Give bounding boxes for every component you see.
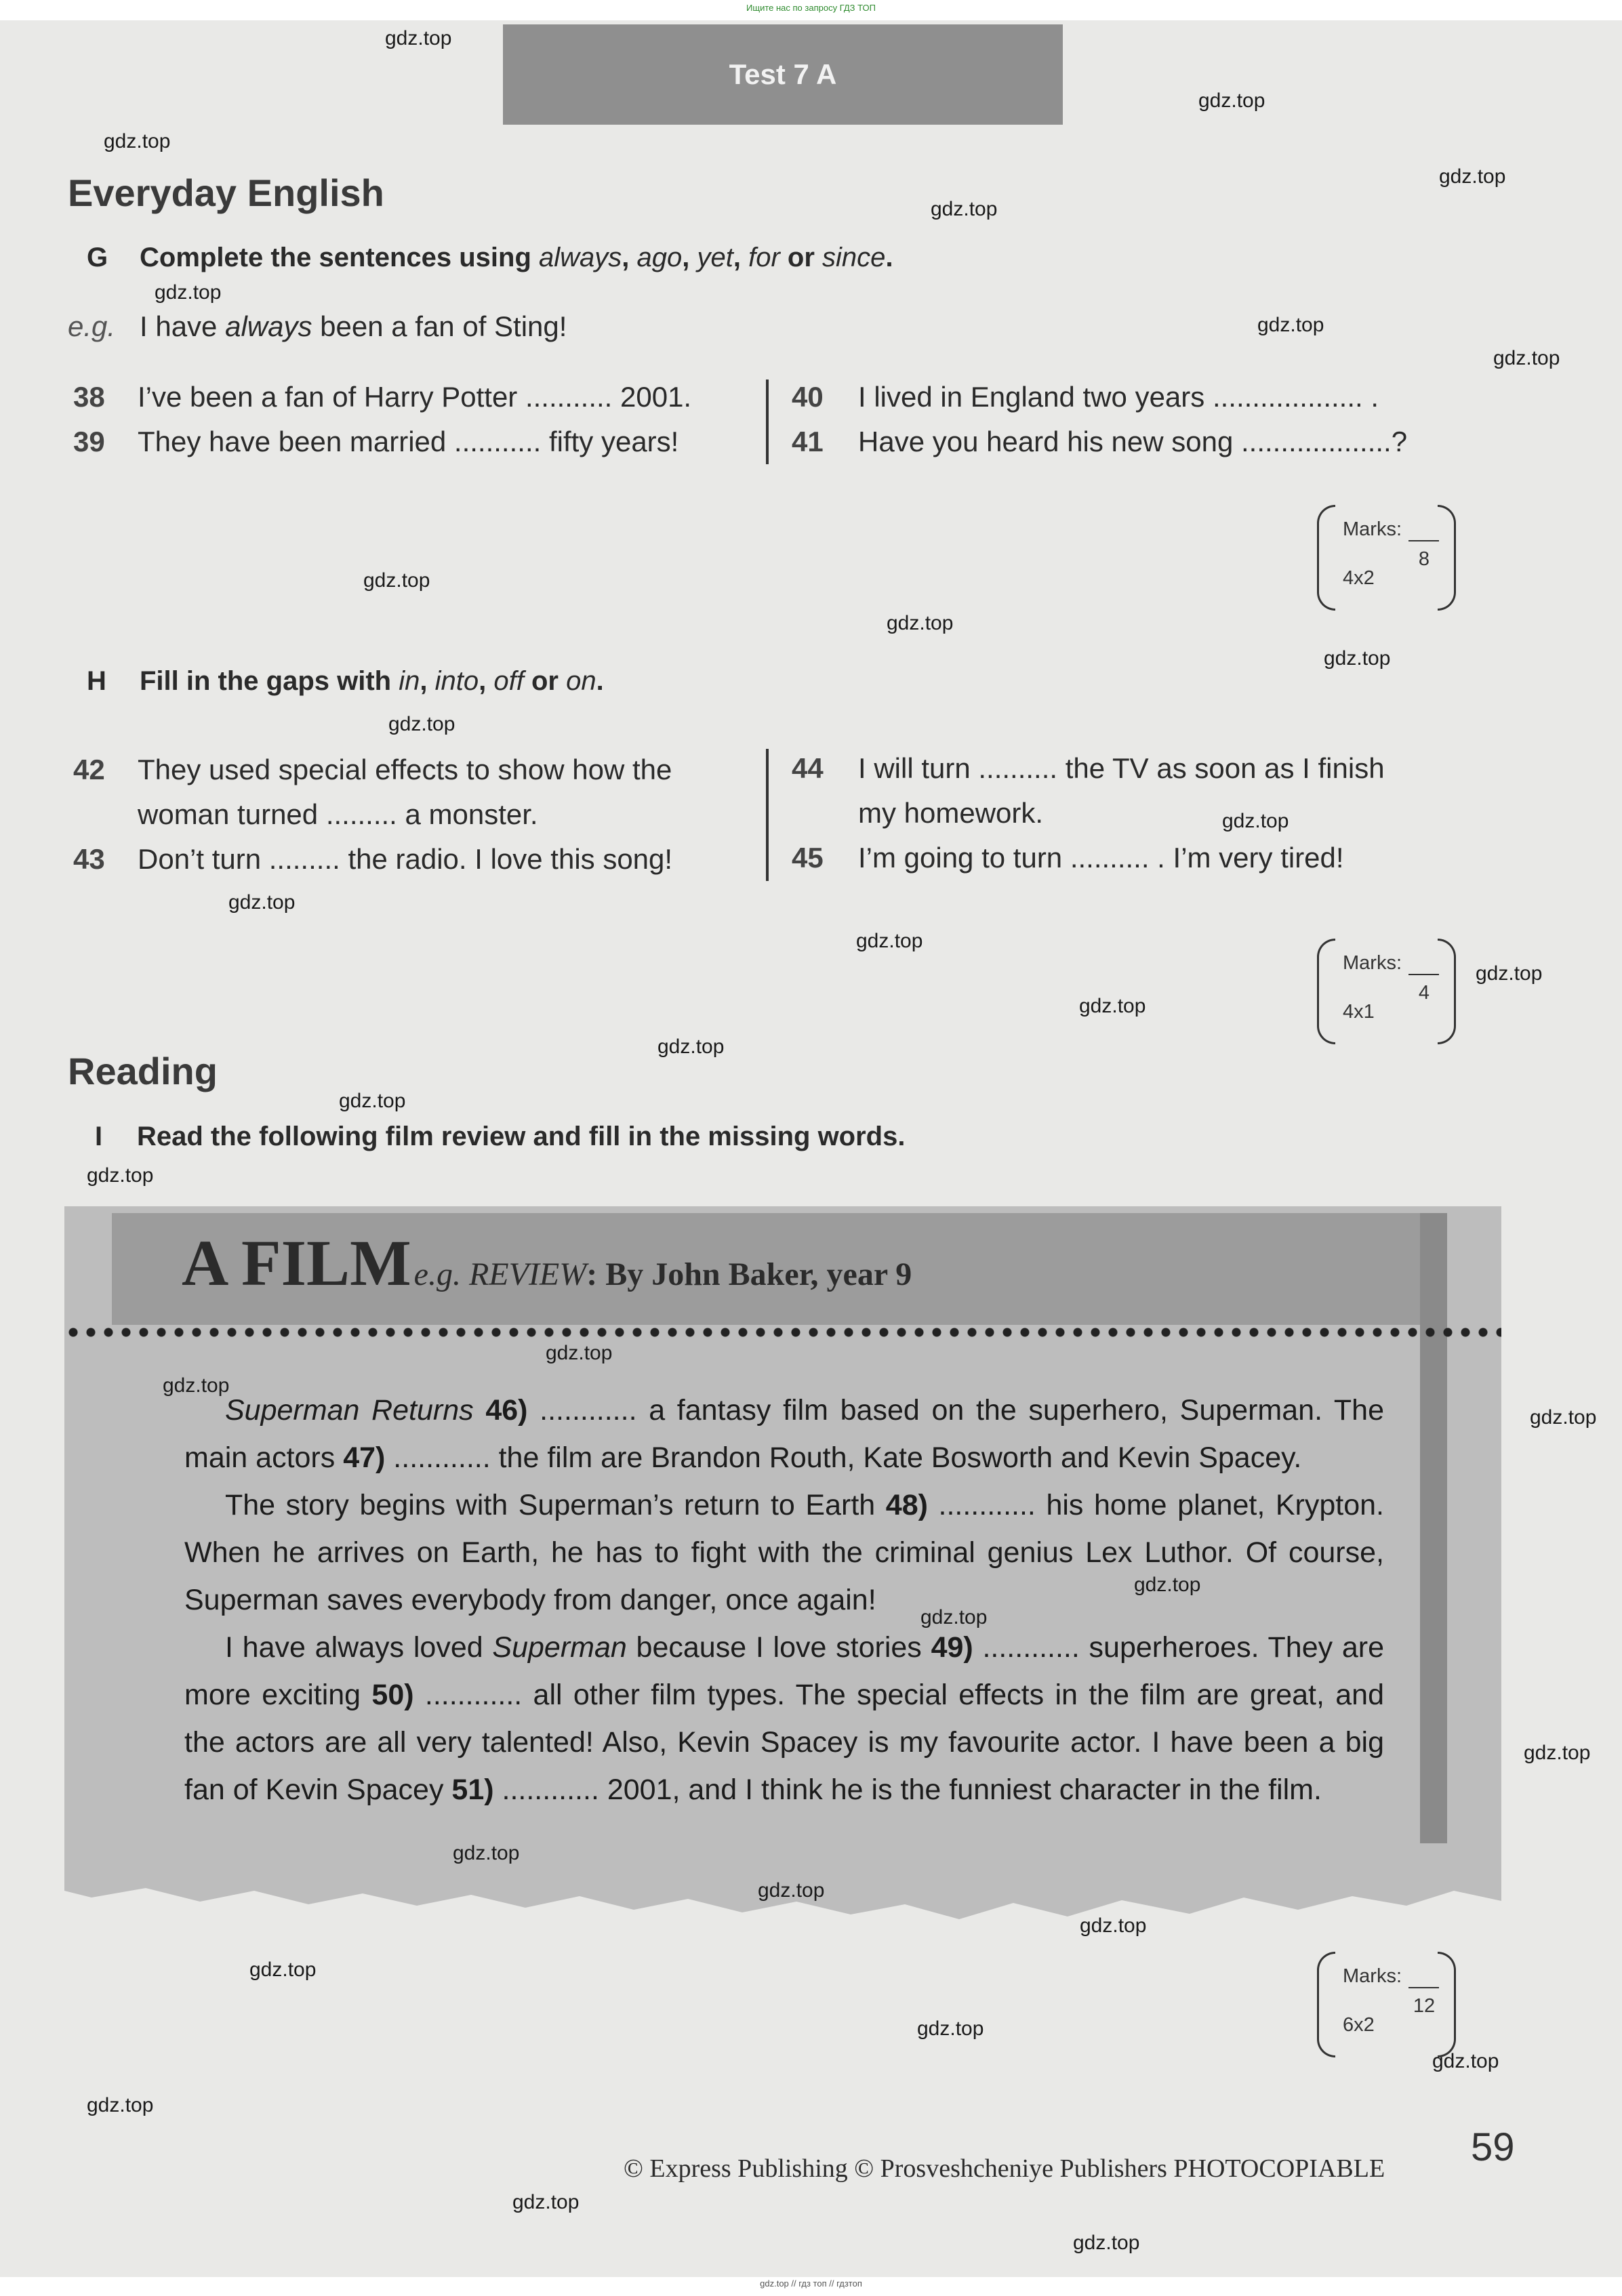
review-side-strip xyxy=(1420,1213,1447,1891)
watermark: gdz.top xyxy=(87,2094,154,2116)
review-text: ............ the film are Brandon Routh, Kate Bosworth and Kevin Spacey. xyxy=(385,1441,1302,1474)
watermark: gdz.top xyxy=(1073,2232,1140,2254)
item-44-line2: my homework. xyxy=(858,797,1044,829)
fraction-line xyxy=(1408,540,1439,541)
watermark: gdz.top xyxy=(917,2017,984,2040)
example-label: e.g. xyxy=(68,310,116,342)
watermark: gdz.top xyxy=(887,612,954,634)
watermark: gdz.top xyxy=(1080,1914,1147,1937)
task-h-letter: H xyxy=(87,666,106,696)
marks-box-g xyxy=(1317,505,1456,607)
marks-multiplier: 4x2 xyxy=(1343,567,1375,589)
word-into: into xyxy=(434,666,479,696)
watermark: gdz.top xyxy=(163,1374,230,1397)
review-text: ............ superheroes. They are more exciting xyxy=(184,1631,1384,1711)
word-for: for xyxy=(748,243,780,272)
watermark: gdz.top xyxy=(1476,962,1543,985)
item-number: 39 xyxy=(73,426,105,457)
watermark: gdz.top xyxy=(388,713,455,735)
copyright-footer: © Express Publishing © Prosveshcheniye Publishers PHOTOCOPIABLE xyxy=(624,2154,1385,2183)
review-text: ............ 2001, and I think he is the funniest character in the film. xyxy=(493,1774,1322,1806)
page-number: 59 xyxy=(1471,2125,1515,2169)
watermark: gdz.top xyxy=(1079,995,1146,1017)
marks-total: 4 xyxy=(1418,982,1430,1004)
task-g-text: Complete the sentences using xyxy=(140,243,540,272)
item-42 xyxy=(73,754,672,786)
item-44 xyxy=(792,752,1385,785)
item-number: 43 xyxy=(73,843,105,875)
paren-right xyxy=(1438,939,1456,1044)
review-author: : By John Baker, year 9 xyxy=(586,1256,912,1292)
watermark: gdz.top xyxy=(931,198,998,220)
marks-label: Marks: xyxy=(1343,1965,1402,1987)
everyday-english-heading: Everyday English xyxy=(68,171,384,214)
watermark: gdz.top xyxy=(155,281,222,304)
watermark: gdz.top xyxy=(1530,1406,1597,1429)
item-number: 44 xyxy=(792,752,824,784)
watermark: gdz.top xyxy=(104,130,171,152)
watermark: gdz.top xyxy=(1134,1574,1201,1596)
watermark: gdz.top xyxy=(249,1959,317,1981)
test-title-banner xyxy=(503,24,1063,125)
item-text: Have you heard his new song ...................? xyxy=(858,426,1408,457)
item-text: I will turn .......... the TV as soon as I finish xyxy=(858,752,1385,784)
bottom-hint: gdz.top // гдз топ // гдзтоп xyxy=(760,2278,862,2289)
review-text: ............ a fantasy film based on the superhero, Superman. The main actors xyxy=(184,1394,1385,1474)
gap-47: 47) xyxy=(343,1441,386,1474)
watermark: gdz.top xyxy=(1222,810,1289,832)
item-41 xyxy=(792,426,1407,458)
gap-49: 49) xyxy=(931,1631,973,1664)
watermark: gdz.top xyxy=(856,930,923,952)
watermark: gdz.top xyxy=(363,569,430,592)
marks-total: 12 xyxy=(1413,1995,1436,2017)
top-hint: Ищите нас по запросу ГДЗ ТОП xyxy=(746,3,876,13)
column-divider xyxy=(766,749,769,881)
review-paragraph-3 xyxy=(184,1624,1384,1813)
item-text: I’ve been a fan of Harry Potter ........... 2001. xyxy=(138,381,692,413)
item-text: Don’t turn ......... the radio. I love this song! xyxy=(138,843,673,875)
dotted-divider xyxy=(64,1326,1501,1339)
word-on: on xyxy=(566,666,596,696)
task-h-text: Fill in the gaps with xyxy=(140,666,399,696)
paren-right xyxy=(1438,505,1456,611)
item-text: I lived in England two years ................... . xyxy=(858,381,1379,413)
word-always: always xyxy=(539,243,622,272)
paren-left xyxy=(1317,939,1335,1044)
watermark: gdz.top xyxy=(87,1164,154,1187)
item-text: They used special effects to show how the xyxy=(138,754,672,785)
word-yet: yet xyxy=(697,243,733,272)
watermark: gdz.top xyxy=(512,2191,580,2213)
watermark: gdz.top xyxy=(546,1342,613,1364)
watermark: gdz.top xyxy=(758,1879,825,1902)
gap-50: 50) xyxy=(371,1679,414,1711)
word-ago: ago xyxy=(636,243,683,272)
item-number: 41 xyxy=(792,426,824,457)
watermark: gdz.top xyxy=(1493,347,1560,369)
item-number: 45 xyxy=(792,842,824,874)
watermark: gdz.top xyxy=(657,1036,725,1058)
test-title: Test 7 A xyxy=(729,58,837,90)
word-since: since xyxy=(822,243,886,272)
watermark: gdz.top xyxy=(453,1842,520,1864)
item-42-line2: woman turned ......... a monster. xyxy=(138,798,538,830)
task-g-instruction: G Complete the sentences using always, ago, yet, for or since. xyxy=(87,243,893,272)
item-39 xyxy=(73,426,678,458)
item-text: I’m going to turn .......... . I’m very tired! xyxy=(858,842,1344,874)
task-i-instruction xyxy=(95,1122,905,1152)
task-g-example xyxy=(68,310,567,343)
item-38 xyxy=(73,381,691,413)
marks-box-i xyxy=(1317,1952,1456,2053)
fraction-line xyxy=(1408,1987,1439,1988)
watermark: gdz.top xyxy=(1432,2050,1499,2072)
example-word: always xyxy=(225,310,312,342)
marks-total: 8 xyxy=(1418,548,1430,570)
review-body xyxy=(184,1387,1384,1813)
review-text: because I love stories xyxy=(626,1631,931,1664)
marks-label: Marks: xyxy=(1343,518,1402,540)
watermark: gdz.top xyxy=(920,1606,988,1628)
review-title-main: A FILM xyxy=(182,1227,411,1299)
review-text: ............ all other film types. The special effects in the film are great, and the actors are all very talented! Also, Kevin Spacey is my favourite actor. I have been a big fan of Kevin Spacey xyxy=(184,1679,1384,1806)
review-paragraph-2 xyxy=(184,1481,1384,1624)
review-text: ............ his home planet, Krypton. When he arrives on Earth, he has to fight with the criminal genius Lex Luthor. Of course, Superman saves everybody from danger, once again! xyxy=(184,1489,1384,1616)
watermark: gdz.top xyxy=(228,891,296,914)
item-40 xyxy=(792,381,1379,413)
review-title xyxy=(182,1225,912,1300)
paren-left xyxy=(1317,1952,1335,2057)
word-or: or xyxy=(787,243,815,272)
task-i-text: Read the following film review and fill in the missing words. xyxy=(137,1122,906,1151)
review-text: The story begins with Superman’s return to Earth xyxy=(225,1489,886,1521)
gap-51: 51) xyxy=(451,1774,494,1806)
film-title: Superman Returns xyxy=(225,1394,474,1427)
superman-italic: Superman xyxy=(492,1631,627,1664)
column-divider xyxy=(766,380,769,464)
watermark: gdz.top xyxy=(1198,89,1265,112)
item-45 xyxy=(792,842,1344,874)
item-number: 42 xyxy=(73,754,105,785)
marks-label: Marks: xyxy=(1343,952,1402,974)
review-paragraph-1 xyxy=(184,1387,1384,1481)
fraction-line xyxy=(1408,974,1439,975)
watermark: gdz.top xyxy=(1257,314,1324,336)
reading-heading: Reading xyxy=(68,1050,218,1092)
watermark: gdz.top xyxy=(339,1090,406,1112)
gap-46: 46) xyxy=(485,1394,528,1427)
word-off: off xyxy=(493,666,524,696)
watermark: gdz.top xyxy=(385,27,452,49)
example-pre: I have xyxy=(140,310,226,342)
paren-right xyxy=(1438,1952,1456,2057)
task-g-letter: G xyxy=(87,243,108,272)
marks-multiplier: 6x2 xyxy=(1343,2014,1375,2036)
watermark: gdz.top xyxy=(1524,1742,1591,1764)
gap-48: 48) xyxy=(885,1489,928,1521)
item-number: 40 xyxy=(792,381,824,413)
watermark: gdz.top xyxy=(1324,647,1391,670)
marks-box-h xyxy=(1317,939,1456,1040)
word-in: in xyxy=(399,666,420,696)
paren-left xyxy=(1317,505,1335,611)
word-or: or xyxy=(531,666,559,696)
task-h-instruction: H Fill in the gaps with in, into, off or on. xyxy=(87,666,604,696)
task-i-letter: I xyxy=(95,1122,103,1151)
item-text: They have been married ........... fifty years! xyxy=(138,426,679,457)
example-post: been a fan of Sting! xyxy=(312,310,567,342)
watermark: gdz.top xyxy=(1439,165,1506,188)
item-number: 38 xyxy=(73,381,105,413)
marks-multiplier: 4x1 xyxy=(1343,1001,1375,1023)
item-43 xyxy=(73,843,672,876)
review-title-example: e.g. REVIEW xyxy=(413,1256,587,1292)
review-text: I have always loved xyxy=(225,1631,493,1664)
